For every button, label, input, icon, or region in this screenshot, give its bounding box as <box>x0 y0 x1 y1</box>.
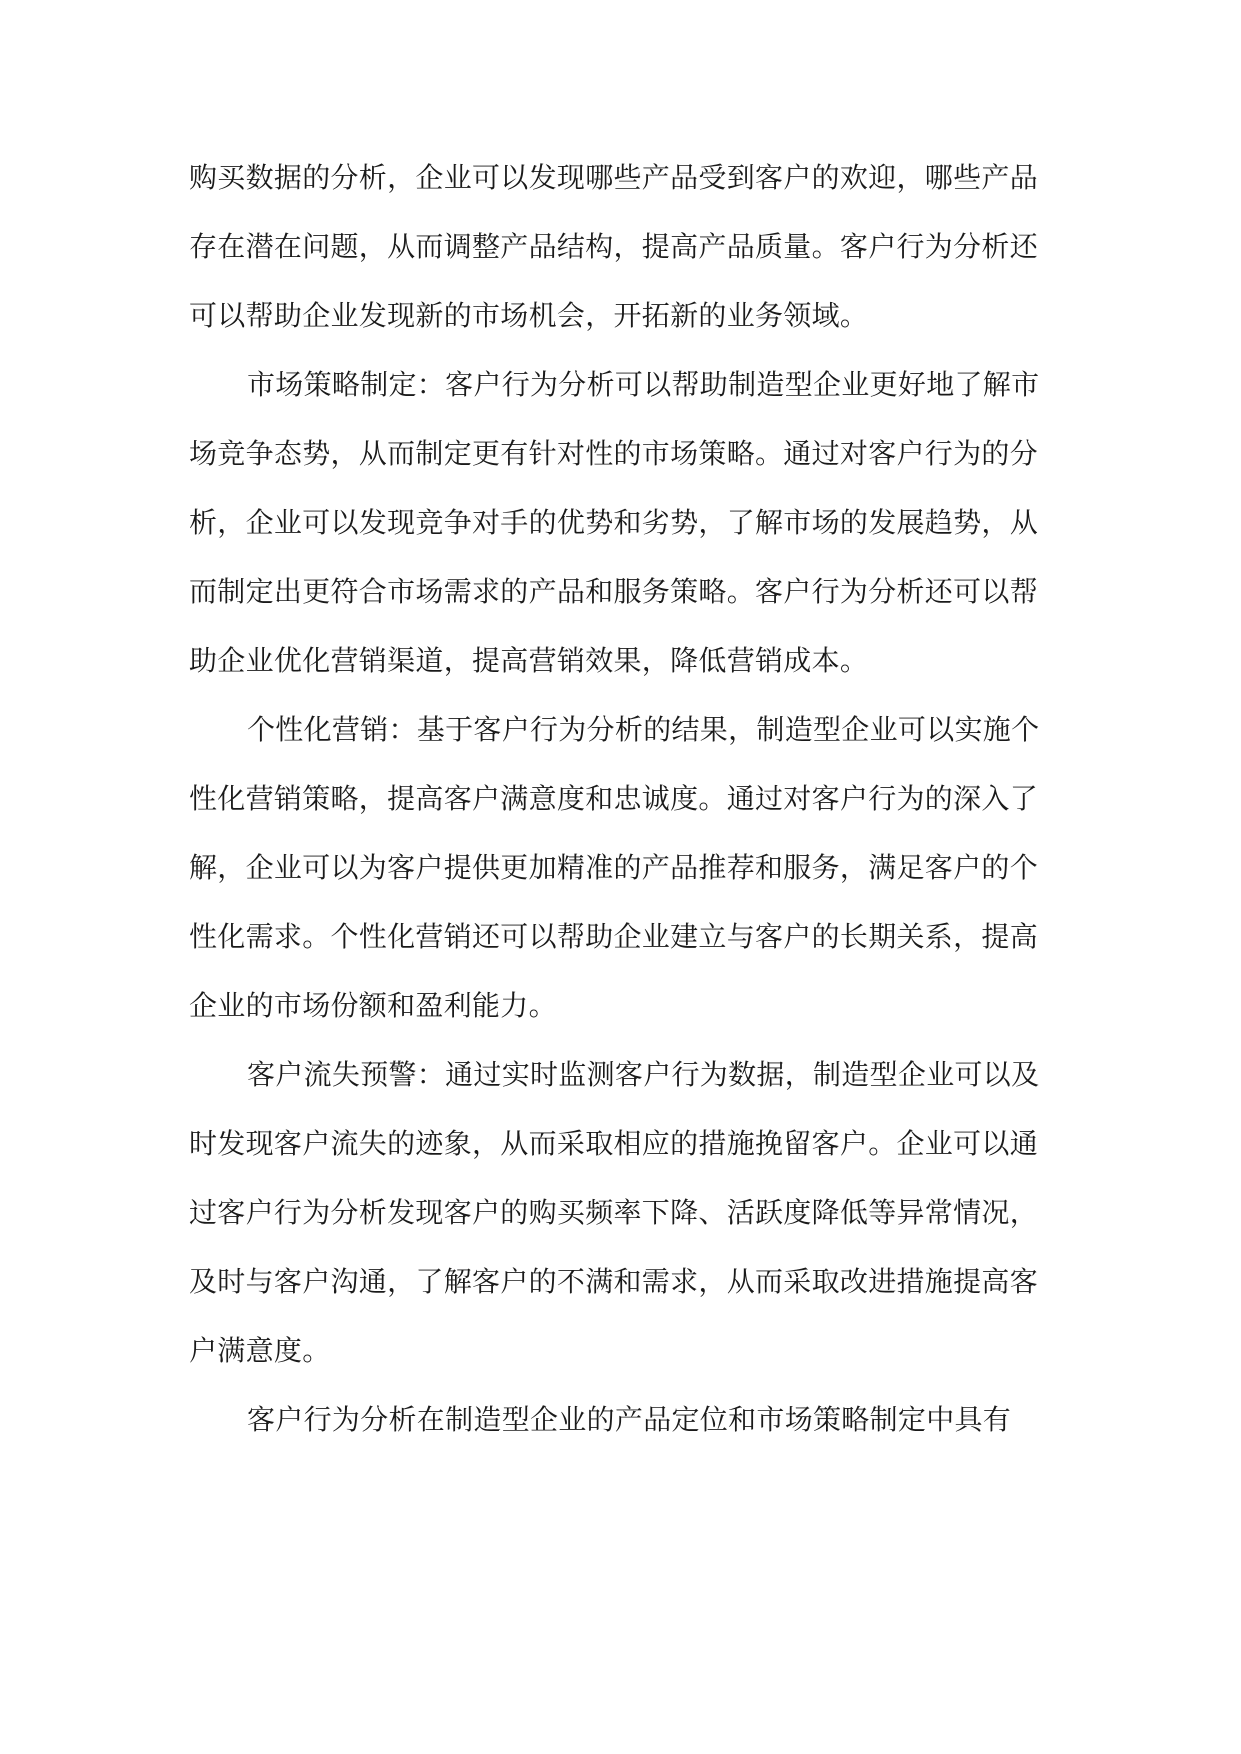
text-line: 客户行为分析在制造型企业的产品定位和市场策略制定中具有 <box>247 1403 1012 1436</box>
text-line: 客户流失预警：通过实时监测客户行为数据，制造型企业可以及 <box>247 1058 1040 1091</box>
paragraph-personalized-marketing <box>189 695 1055 1040</box>
paragraph-market-strategy <box>189 350 1055 695</box>
text-line: 解，企业可以为客户提供更加精准的产品推荐和服务，满足客户的个 <box>189 851 1039 884</box>
text-line: 过客户行为分析发现客户的购买频率下降、活跃度降低等异常情况， <box>189 1196 1039 1229</box>
paragraph-churn-warning <box>189 1040 1055 1385</box>
text-line: 存在潜在问题，从而调整产品结构，提高产品质量。客户行为分析还 <box>189 230 1039 263</box>
text-line: 购买数据的分析，企业可以发现哪些产品受到客户的欢迎，哪些产品 <box>189 161 1039 194</box>
paragraph-product-analysis <box>189 143 1055 350</box>
text-line: 性化需求。个性化营销还可以帮助企业建立与客户的长期关系，提高 <box>189 920 1039 953</box>
paragraph-conclusion <box>189 1385 1055 1454</box>
text-line: 助企业优化营销渠道，提高营销效果，降低营销成本。 <box>189 644 869 677</box>
text-line: 户满意度。 <box>189 1334 331 1367</box>
text-line: 性化营销策略，提高客户满意度和忠诚度。通过对客户行为的深入了 <box>189 782 1039 815</box>
text-line: 场竞争态势，从而制定更有针对性的市场策略。通过对客户行为的分 <box>189 437 1039 470</box>
body-text <box>189 143 1055 1454</box>
text-line: 析，企业可以发现竞争对手的优势和劣势，了解市场的发展趋势，从 <box>189 506 1039 539</box>
text-line: 及时与客户沟通，了解客户的不满和需求，从而采取改进措施提高客 <box>189 1265 1039 1298</box>
text-line: 时发现客户流失的迹象，从而采取相应的措施挽留客户。企业可以通 <box>189 1127 1039 1160</box>
text-line: 可以帮助企业发现新的市场机会，开拓新的业务领域。 <box>189 299 869 332</box>
text-line: 而制定出更符合市场需求的产品和服务策略。客户行为分析还可以帮 <box>189 575 1039 608</box>
text-line: 市场策略制定：客户行为分析可以帮助制造型企业更好地了解市 <box>247 368 1040 401</box>
text-line: 企业的市场份额和盈利能力。 <box>189 989 557 1022</box>
text-line: 个性化营销：基于客户行为分析的结果，制造型企业可以实施个 <box>247 713 1040 746</box>
